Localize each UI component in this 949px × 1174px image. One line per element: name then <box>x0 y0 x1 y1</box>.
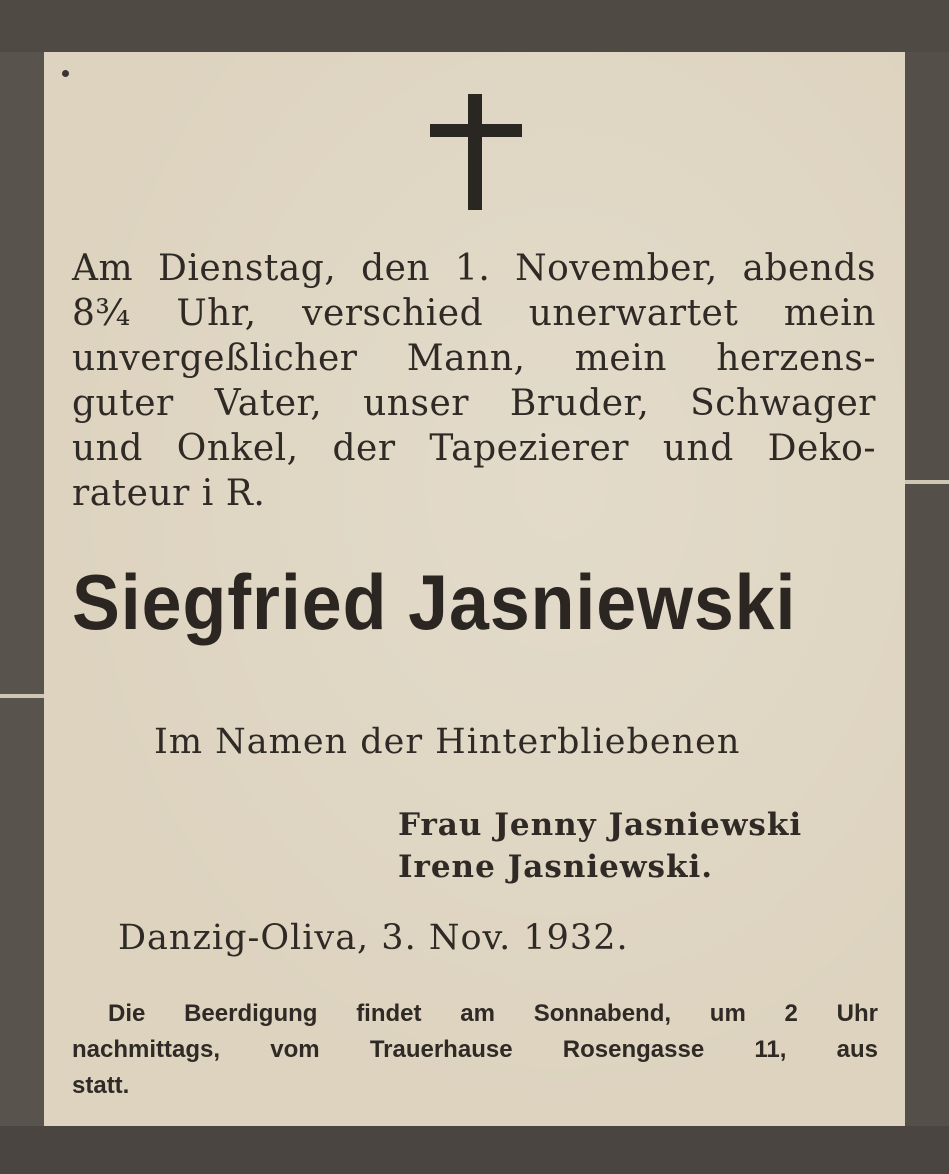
announcement-line: Am Dienstag, den 1. November, abends <box>72 248 876 289</box>
announcement-line: und Onkel, der Tapezierer und Deko- <box>72 428 876 469</box>
frame-seam-right <box>905 480 949 484</box>
signer-name: Frau Jenny Jasniewski <box>398 807 803 843</box>
background-frame-top <box>0 0 949 52</box>
background-frame-left <box>0 52 44 1126</box>
background-frame-right <box>905 52 949 1126</box>
funeral-line: nachmittags, vom Trauerhause Rosengasse 11, aus <box>72 1036 878 1063</box>
background-frame-bottom <box>0 1126 949 1174</box>
frame-seam-left <box>0 694 44 698</box>
funeral-notice <box>72 996 878 1104</box>
announcement-text <box>72 246 876 516</box>
funeral-line: statt. <box>72 1072 130 1099</box>
announcement-line: rateur i R. <box>72 473 266 514</box>
latin-cross-icon <box>430 94 522 210</box>
announcement-line: unvergeßlicher Mann, mein herzens- <box>72 338 876 379</box>
on-behalf-line: Im Namen der Hinterbliebenen <box>154 722 741 762</box>
funeral-line: Die Beerdigung findet am Sonnabend, um 2 Uhr <box>108 1000 878 1027</box>
obituary-notice <box>44 52 905 1126</box>
signer-name: Irene Jasniewski. <box>398 849 714 885</box>
ink-speck <box>62 70 69 77</box>
announcement-line: 8¾ Uhr, verschied unerwartet mein <box>72 293 876 334</box>
place-date: Danzig-Oliva, 3. Nov. 1932. <box>118 918 629 958</box>
deceased-name: Siegfried Jasniewski <box>72 558 797 646</box>
signers-block <box>398 804 802 888</box>
announcement-line: guter Vater, unser Bruder, Schwager <box>72 383 876 424</box>
